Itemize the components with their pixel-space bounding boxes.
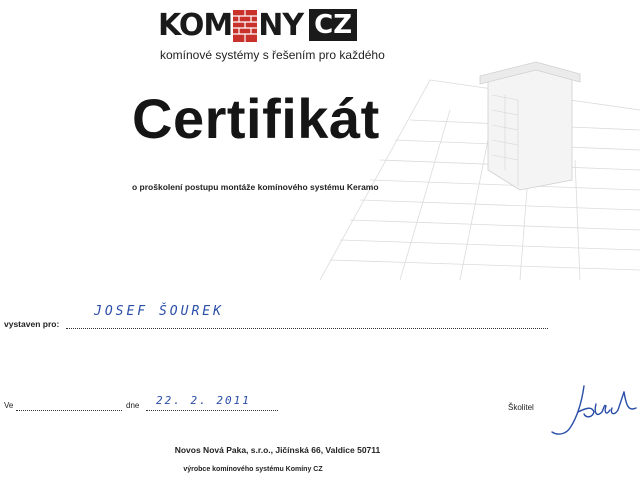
company-address: Novos Nová Paka, s.r.o., Jičínská 66, Valdice 50711	[174, 445, 381, 455]
certificate-title: Certifikát	[132, 87, 380, 150]
certificate-subtitle: o proškolení postupu montáže komínového systému Keramo	[132, 182, 379, 192]
logo-cz-badge: CZ	[309, 9, 357, 41]
date-line	[146, 410, 278, 411]
place-label: Ve	[4, 401, 14, 410]
tagline: komínové systémy s řešením pro každého	[160, 48, 385, 62]
brand-logo	[158, 8, 357, 42]
roof-chimney-illustration	[300, 40, 640, 280]
manufacturer-line: výrobce komínového systému Komíny CZ	[183, 466, 323, 473]
trainer-label: Školitel	[508, 403, 534, 412]
logo-word-left: KOM	[158, 7, 233, 43]
date-label: dne	[126, 401, 140, 410]
brick-chimney-icon	[233, 10, 257, 42]
issued-for-label: vystaven pro:	[4, 319, 60, 329]
date-value: 22. 2. 2011	[156, 394, 251, 407]
issued-for-name: JOSEF ŠOUREK	[94, 304, 224, 319]
logo-word-right: NY	[258, 7, 304, 43]
place-line	[16, 410, 122, 411]
issued-for-line	[66, 328, 548, 329]
trainer-signature	[548, 382, 640, 440]
